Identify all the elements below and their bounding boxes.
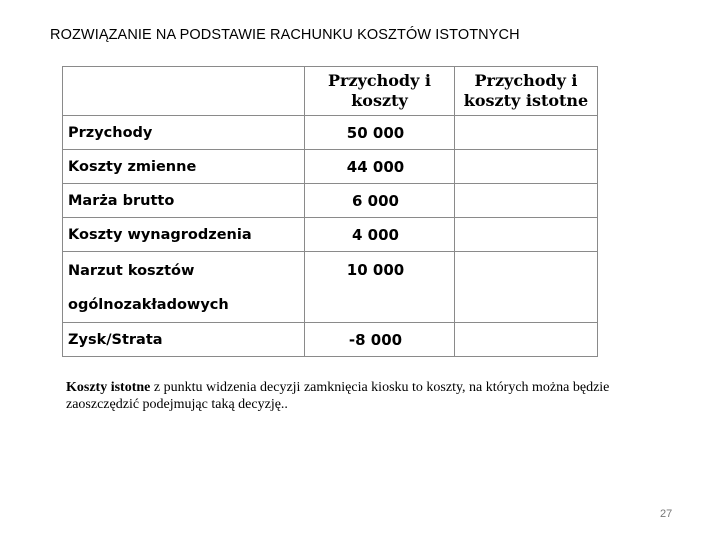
header-relevant-revenues-costs: Przychody i koszty istotne (455, 67, 598, 116)
row-label: Narzut kosztów ogólnozakładowych (63, 252, 305, 323)
table-row (63, 252, 598, 323)
table-row (63, 116, 598, 150)
row-value: 10 000 (305, 252, 455, 323)
table-row (63, 323, 598, 357)
row-relevant (455, 218, 598, 252)
row-value: 6 000 (305, 184, 455, 218)
row-value: -8 000 (305, 323, 455, 357)
table-row (63, 184, 598, 218)
row-relevant (455, 184, 598, 218)
table-row (63, 150, 598, 184)
row-value: 4 000 (305, 218, 455, 252)
row-label: Marża brutto (63, 184, 305, 218)
row-label: Koszty zmienne (63, 150, 305, 184)
cost-table (62, 66, 598, 357)
note-term: Koszty istotne (66, 380, 151, 395)
row-relevant (455, 150, 598, 184)
page-number: 27 (660, 508, 673, 520)
slide-title: ROZWIĄZANIE NA PODSTAWIE RACHUNKU KOSZTÓW ISTOTNYCH (50, 27, 520, 43)
table-header-row (63, 67, 598, 116)
row-label: Zysk/Strata (63, 323, 305, 357)
header-revenues-costs: Przychody i koszty (305, 67, 455, 116)
table-row (63, 218, 598, 252)
row-value: 50 000 (305, 116, 455, 150)
row-value: 44 000 (305, 150, 455, 184)
row-label: Przychody (63, 116, 305, 150)
row-relevant (455, 323, 598, 357)
row-relevant (455, 252, 598, 323)
definition-note (66, 379, 646, 413)
header-empty (63, 67, 305, 116)
row-label: Koszty wynagrodzenia (63, 218, 305, 252)
note-text: z punktu widzenia decyzji zamknięcia kiosku to koszty, na których można będzie zaoszczędzić podejmując taką decyzję.. (66, 380, 610, 412)
row-relevant (455, 116, 598, 150)
